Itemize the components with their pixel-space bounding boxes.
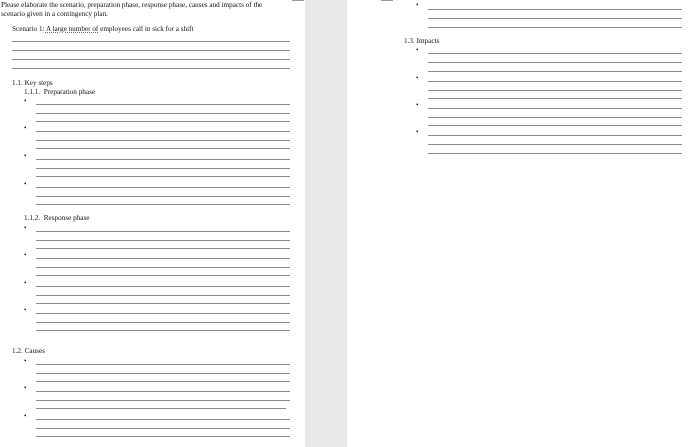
page-corner-mark [381,0,393,1]
heading-title: Impacts [416,37,440,45]
answer-line[interactable] [36,248,290,249]
answer-line[interactable] [36,187,290,188]
heading-response-phase [24,214,89,223]
answer-line[interactable] [36,176,290,177]
answer-line[interactable] [36,295,290,296]
answer-line[interactable] [428,9,682,10]
bullet-marker: • [416,74,419,82]
answer-line[interactable] [36,159,290,160]
document-page-right [347,0,700,447]
answer-line[interactable] [36,381,290,382]
answer-line[interactable] [428,98,682,99]
answer-line[interactable] [36,436,290,437]
answer-line[interactable] [428,117,682,118]
bullet-marker: • [24,124,27,132]
bullet-marker: • [24,251,27,259]
scenario-text-rest: employees call in sick for a shift [98,25,194,33]
answer-line[interactable] [36,240,290,241]
instruction-line-2: scenario given in a contingency plan. [1,10,108,18]
answer-line[interactable] [36,275,290,276]
page-corner-mark [292,0,304,1]
document-page-left [0,0,305,447]
answer-line[interactable] [428,71,682,72]
bullet-marker: • [24,357,27,365]
heading-number: 1.3. [404,37,415,45]
heading-title: Preparation phase [43,88,96,96]
answer-line[interactable] [36,231,290,232]
answer-line[interactable] [12,59,290,60]
answer-line[interactable] [428,125,682,126]
answer-line[interactable] [36,408,286,409]
heading-number: 1.1.2. [24,214,41,222]
answer-line[interactable] [36,330,290,331]
answer-line[interactable] [12,41,290,42]
answer-line[interactable] [36,286,290,287]
heading-title: Causes [24,347,45,355]
bullet-marker: • [24,97,27,105]
answer-line[interactable] [428,27,682,28]
answer-line[interactable] [36,364,290,365]
answer-line[interactable] [428,153,682,154]
answer-line[interactable] [36,131,290,132]
bullet-marker: • [416,101,419,109]
answer-line[interactable] [428,135,682,136]
answer-line[interactable] [428,90,682,91]
answer-line[interactable] [428,62,682,63]
heading-title: Response phase [43,214,90,222]
bullet-marker: • [24,224,27,232]
heading-preparation-phase [24,88,95,97]
answer-line[interactable] [36,204,290,205]
heading-causes [12,347,45,356]
answer-line[interactable] [36,322,290,323]
bullet-marker: • [24,279,27,287]
answer-line[interactable] [36,428,290,429]
answer-line[interactable] [428,81,682,82]
scenario-heading [12,25,194,34]
heading-impacts [404,37,439,46]
heading-number: 1.1. [12,79,23,87]
answer-line[interactable] [36,121,290,122]
bullet-marker: • [416,46,419,54]
answer-line[interactable] [36,168,290,169]
answer-line[interactable] [428,108,682,109]
answer-line[interactable] [12,68,290,69]
answer-line[interactable] [36,313,290,314]
answer-line[interactable] [12,50,290,51]
heading-key-steps [12,79,53,88]
answer-line[interactable] [428,53,682,54]
answer-line[interactable] [36,140,290,141]
scenario-label: Scenario 1: [12,25,45,33]
answer-line[interactable] [428,18,682,19]
heading-title: Key steps [24,79,53,87]
answer-line[interactable] [36,113,290,114]
heading-number: 1.2. [12,347,23,355]
bullet-marker: • [24,412,27,420]
answer-line[interactable] [36,419,290,420]
bullet-marker: • [24,180,27,188]
answer-line[interactable] [428,144,682,145]
scenario-text-underlined: A large number of [45,25,99,33]
answer-line[interactable] [36,303,290,304]
answer-line[interactable] [36,391,290,392]
bullet-marker: • [416,128,419,136]
answer-line[interactable] [36,373,290,374]
answer-line[interactable] [36,148,290,149]
bullet-marker: • [24,306,27,314]
answer-line[interactable] [36,104,290,105]
answer-line[interactable] [36,400,290,401]
bullet-marker: • [416,1,419,9]
answer-line[interactable] [36,196,290,197]
bullet-marker: • [24,152,27,160]
heading-number: 1.1.1. [24,88,41,96]
answer-line[interactable] [36,267,290,268]
answer-line[interactable] [36,258,290,259]
instruction-line-1: Please elaborate the scenario, preparation phase, response phase, causes and impacts of the [1,1,263,9]
bullet-marker: • [24,384,27,392]
